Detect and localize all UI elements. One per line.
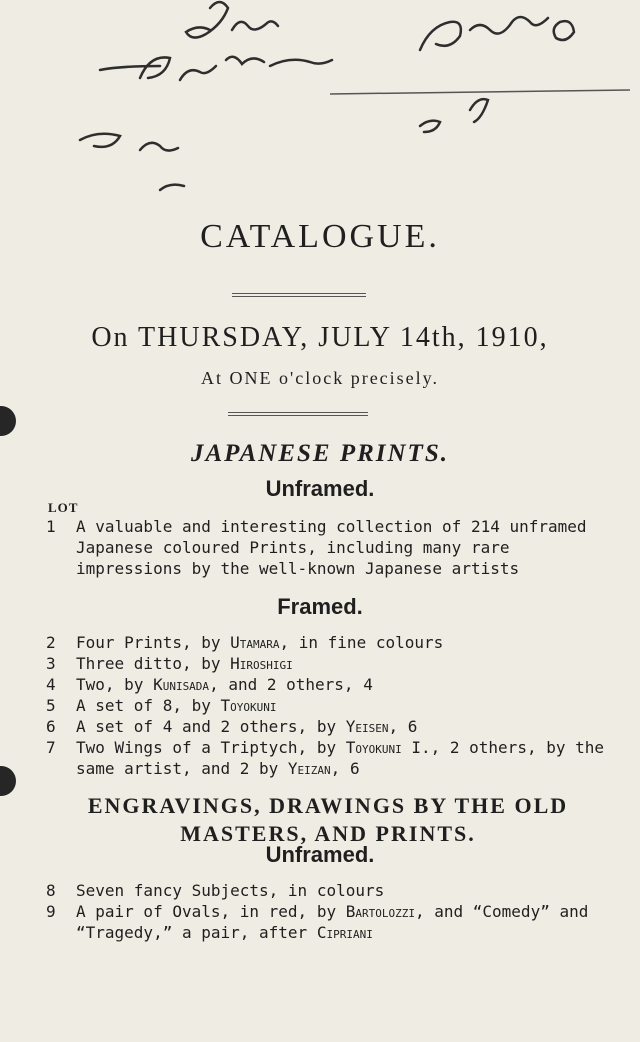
section-heading-engravings: ENGRAVINGS, DRAWINGS BY THE OLD MASTERS, AND PRINTS. — [87, 793, 569, 846]
lot-column-header: LOT — [48, 500, 79, 515]
artist-name: Yeisen — [345, 717, 389, 736]
catalogue-title: CATALOGUE. — [200, 218, 440, 255]
lot-item — [46, 516, 606, 579]
lot-number: 5 — [46, 696, 56, 715]
artist-name: Kunisada — [153, 675, 210, 694]
artist-name: Hiroshigi — [230, 654, 293, 673]
lot-description: A set of 4 and 2 others, by Yeisen, 6 — [76, 717, 418, 736]
subheading-unframed: Unframed. — [265, 842, 375, 867]
lot-number: 6 — [46, 717, 56, 736]
lot-description: Two, by Kunisada, and 2 others, 4 — [76, 675, 373, 694]
lot-item — [46, 632, 606, 653]
lot-description: A valuable and interesting collection of 214 unframed Japanese coloured Prints, including many rare impressions by the well-known Japanese artists — [76, 517, 587, 578]
artist-name: Utamara — [230, 633, 280, 652]
handwritten-annotation — [0, 0, 640, 230]
lot-item — [46, 880, 606, 901]
lot-description: A pair of Ovals, in red, by Bartolozzi, and “Comedy” and “Tragedy,” a pair, after Cipriani — [76, 902, 589, 942]
artist-name: Yeizan — [287, 759, 331, 778]
artist-name: Bartolozzi — [345, 902, 415, 921]
lot-number: 7 — [46, 738, 56, 757]
section-heading-japanese-prints: JAPANESE PRINTS. — [191, 440, 449, 467]
lot-description: Four Prints, by Utamara, in fine colours — [76, 633, 444, 652]
lot-number: 4 — [46, 675, 56, 694]
lot-description: A set of 8, by Toyokuni — [76, 696, 277, 715]
sale-time: At ONE o'clock precisely. — [200, 368, 439, 388]
artist-name: Cipriani — [316, 923, 373, 942]
punch-hole — [0, 406, 16, 436]
lot-number: 1 — [46, 517, 56, 536]
lot-number: 3 — [46, 654, 56, 673]
lot-item — [46, 716, 606, 737]
lot-item — [46, 695, 606, 716]
lot-item — [46, 737, 606, 779]
divider — [228, 412, 368, 416]
punch-hole — [0, 766, 16, 796]
lot-item — [46, 653, 606, 674]
lot-description: Seven fancy Subjects, in colours — [76, 881, 385, 900]
lot-number: 9 — [46, 902, 56, 921]
subheading-unframed: Unframed. — [265, 476, 375, 501]
artist-name: Toyokuni — [345, 738, 402, 757]
lot-item — [46, 901, 606, 943]
sale-date: On THURSDAY, JULY 14th, 1910, — [91, 322, 549, 353]
lot-number: 8 — [46, 881, 56, 900]
artist-name: Toyokuni — [220, 696, 277, 715]
lot-number: 2 — [46, 633, 56, 652]
subheading-framed: Framed. — [277, 594, 363, 619]
lot-description: Two Wings of a Triptych, by Toyokuni I., 2 others, by the same artist, and 2 by Yeizan, 6 — [76, 738, 605, 778]
lot-item — [46, 674, 606, 695]
divider — [232, 293, 366, 297]
lot-description: Three ditto, by Hiroshigi — [76, 654, 293, 673]
